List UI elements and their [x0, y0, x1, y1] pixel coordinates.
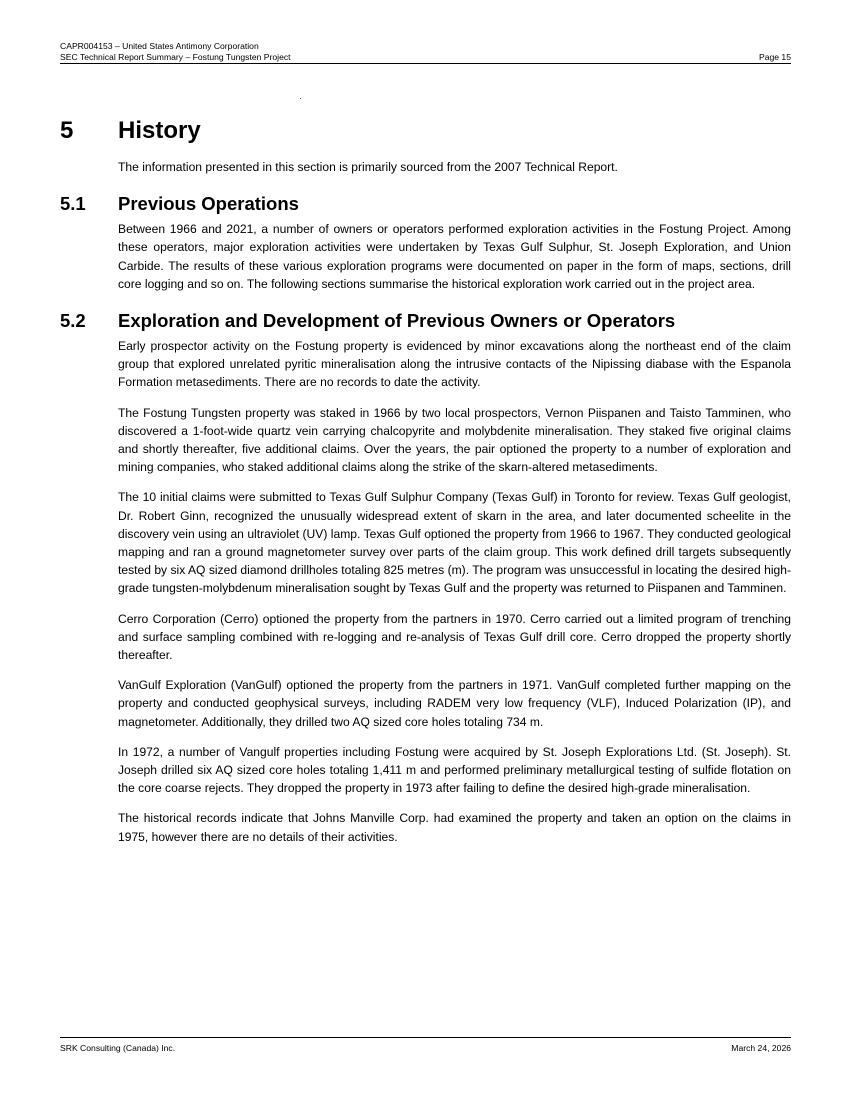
page-header: [60, 41, 791, 64]
page-footer: [60, 1037, 791, 1053]
paragraph: Early prospector activity on the Fostung property is evidenced by minor excavations along the northeast end of the claim group that explored unrelated pyritic mineralisation along the intrusive contacts of the Nipissing diabase with the Espanola Formation metasediments. There are no records to date the activity.: [118, 339, 791, 390]
header-report-line: SEC Technical Report Summary – Fostung Tungsten Project: [60, 51, 291, 62]
paragraph: The historical records indicate that Johns Manville Corp. had examined the property and taken an option on the claims in 1975, however there are no details of their activities.: [118, 811, 791, 844]
footer-company: SRK Consulting (Canada) Inc.: [60, 1043, 176, 1053]
section-5-intro: The information presented in this section is primarily sourced from the 2007 Technical Report.: [118, 160, 618, 174]
paragraph: Between 1966 and 2021, a number of owners or operators performed exploration activities in the Fostung Project. Among these operators, major exploration activities were undertaken by Texas Gulf Sulphur, St. Joseph Exploration, and Union Carbide. The results of these various exploration programs were documented on paper in the form of maps, sections, drill core logging and so on. The following sections summarise the historical exploration work carried out in the project area.: [118, 222, 791, 291]
section-5-2-heading: [60, 309, 791, 332]
section-5-1-number: 5.1: [60, 193, 86, 215]
paragraph: The Fostung Tungsten property was staked in 1966 by two local prospectors, Vernon Piispanen and Taisto Tamminen, who discovered a 1-foot-wide quartz vein carrying chalcopyrite and molybdenite mineralisation. They staked five original claims and shortly thereafter, five additional claims. Over the years, the pair optioned the property to a number of exploration and mining companies, who staked additional claims along the strike of the skarn-altered metasediments.: [118, 405, 791, 475]
section-5-title: History: [118, 117, 201, 144]
paragraph: In 1972, a number of Vangulf properties including Fostung were acquired by St. Joseph Explorations Ltd. (St. Joseph). St. Joseph drilled six AQ sized core holes totaling 1,411 m and performed preliminary metallurgical testing of sulfide flotation on the core coarse rejects. They dropped the property in 1973 after failing to define the desired high-grade mineralisation.: [118, 744, 791, 796]
header-page-number: Page 15: [758, 51, 791, 62]
paragraph: The 10 initial claims were submitted to Texas Gulf Sulphur Company (Texas Gulf) in Toronto for review. Texas Gulf geologist, Dr. Robert Ginn, recognized the unusually widespread extent of skarn in the area, and later documented scheelite in the discovery vein using an ultraviolet (UV) lamp. Texas Gulf optioned the property from 1966 to 1967. They conducted geological mapping and ran a ground magnetometer survey over parts of the claim group. This work defined drill targets subsequently tested by six AQ sized diamond drillholes totaling 825 metres (m). The program was unsuccessful in locating the desired high-grade tungsten-molybdenum mineralisation sought by Texas Gulf and the property was returned to Piispanen and Tamminen.: [118, 490, 791, 596]
section-5-1-title: Previous Operations: [118, 193, 299, 215]
section-5-number: 5: [60, 117, 74, 144]
section-5-2-title: Exploration and Development of Previous Owners or Operators: [118, 310, 676, 332]
section-5-2-number: 5.2: [60, 310, 86, 332]
paragraph: Cerro Corporation (Cerro) optioned the property from the partners in 1970. Cerro carried out a limited program of trenching and surface sampling combined with re-logging and re-analysis of Texas Gulf drill core. Cerro dropped the property shortly thereafter.: [118, 611, 791, 663]
section-5-1-heading: [60, 192, 791, 215]
stray-dot: [300, 98, 301, 99]
section-5-heading: [60, 116, 791, 146]
document-body: [60, 112, 791, 858]
header-company-line: CAPR004153 – United States Antimony Corporation: [60, 41, 259, 51]
paragraph: VanGulf Exploration (VanGulf) optioned the property from the partners in 1971. VanGulf completed further mapping on the property and conducted geophysical surveys, including RADEM very low frequency (VLF), Induced Polarization (IP), and magnetometer. Additionally, they drilled two AQ sized core holes totaling 734 m.: [118, 678, 791, 729]
footer-date: March 24, 2026: [731, 1043, 791, 1053]
